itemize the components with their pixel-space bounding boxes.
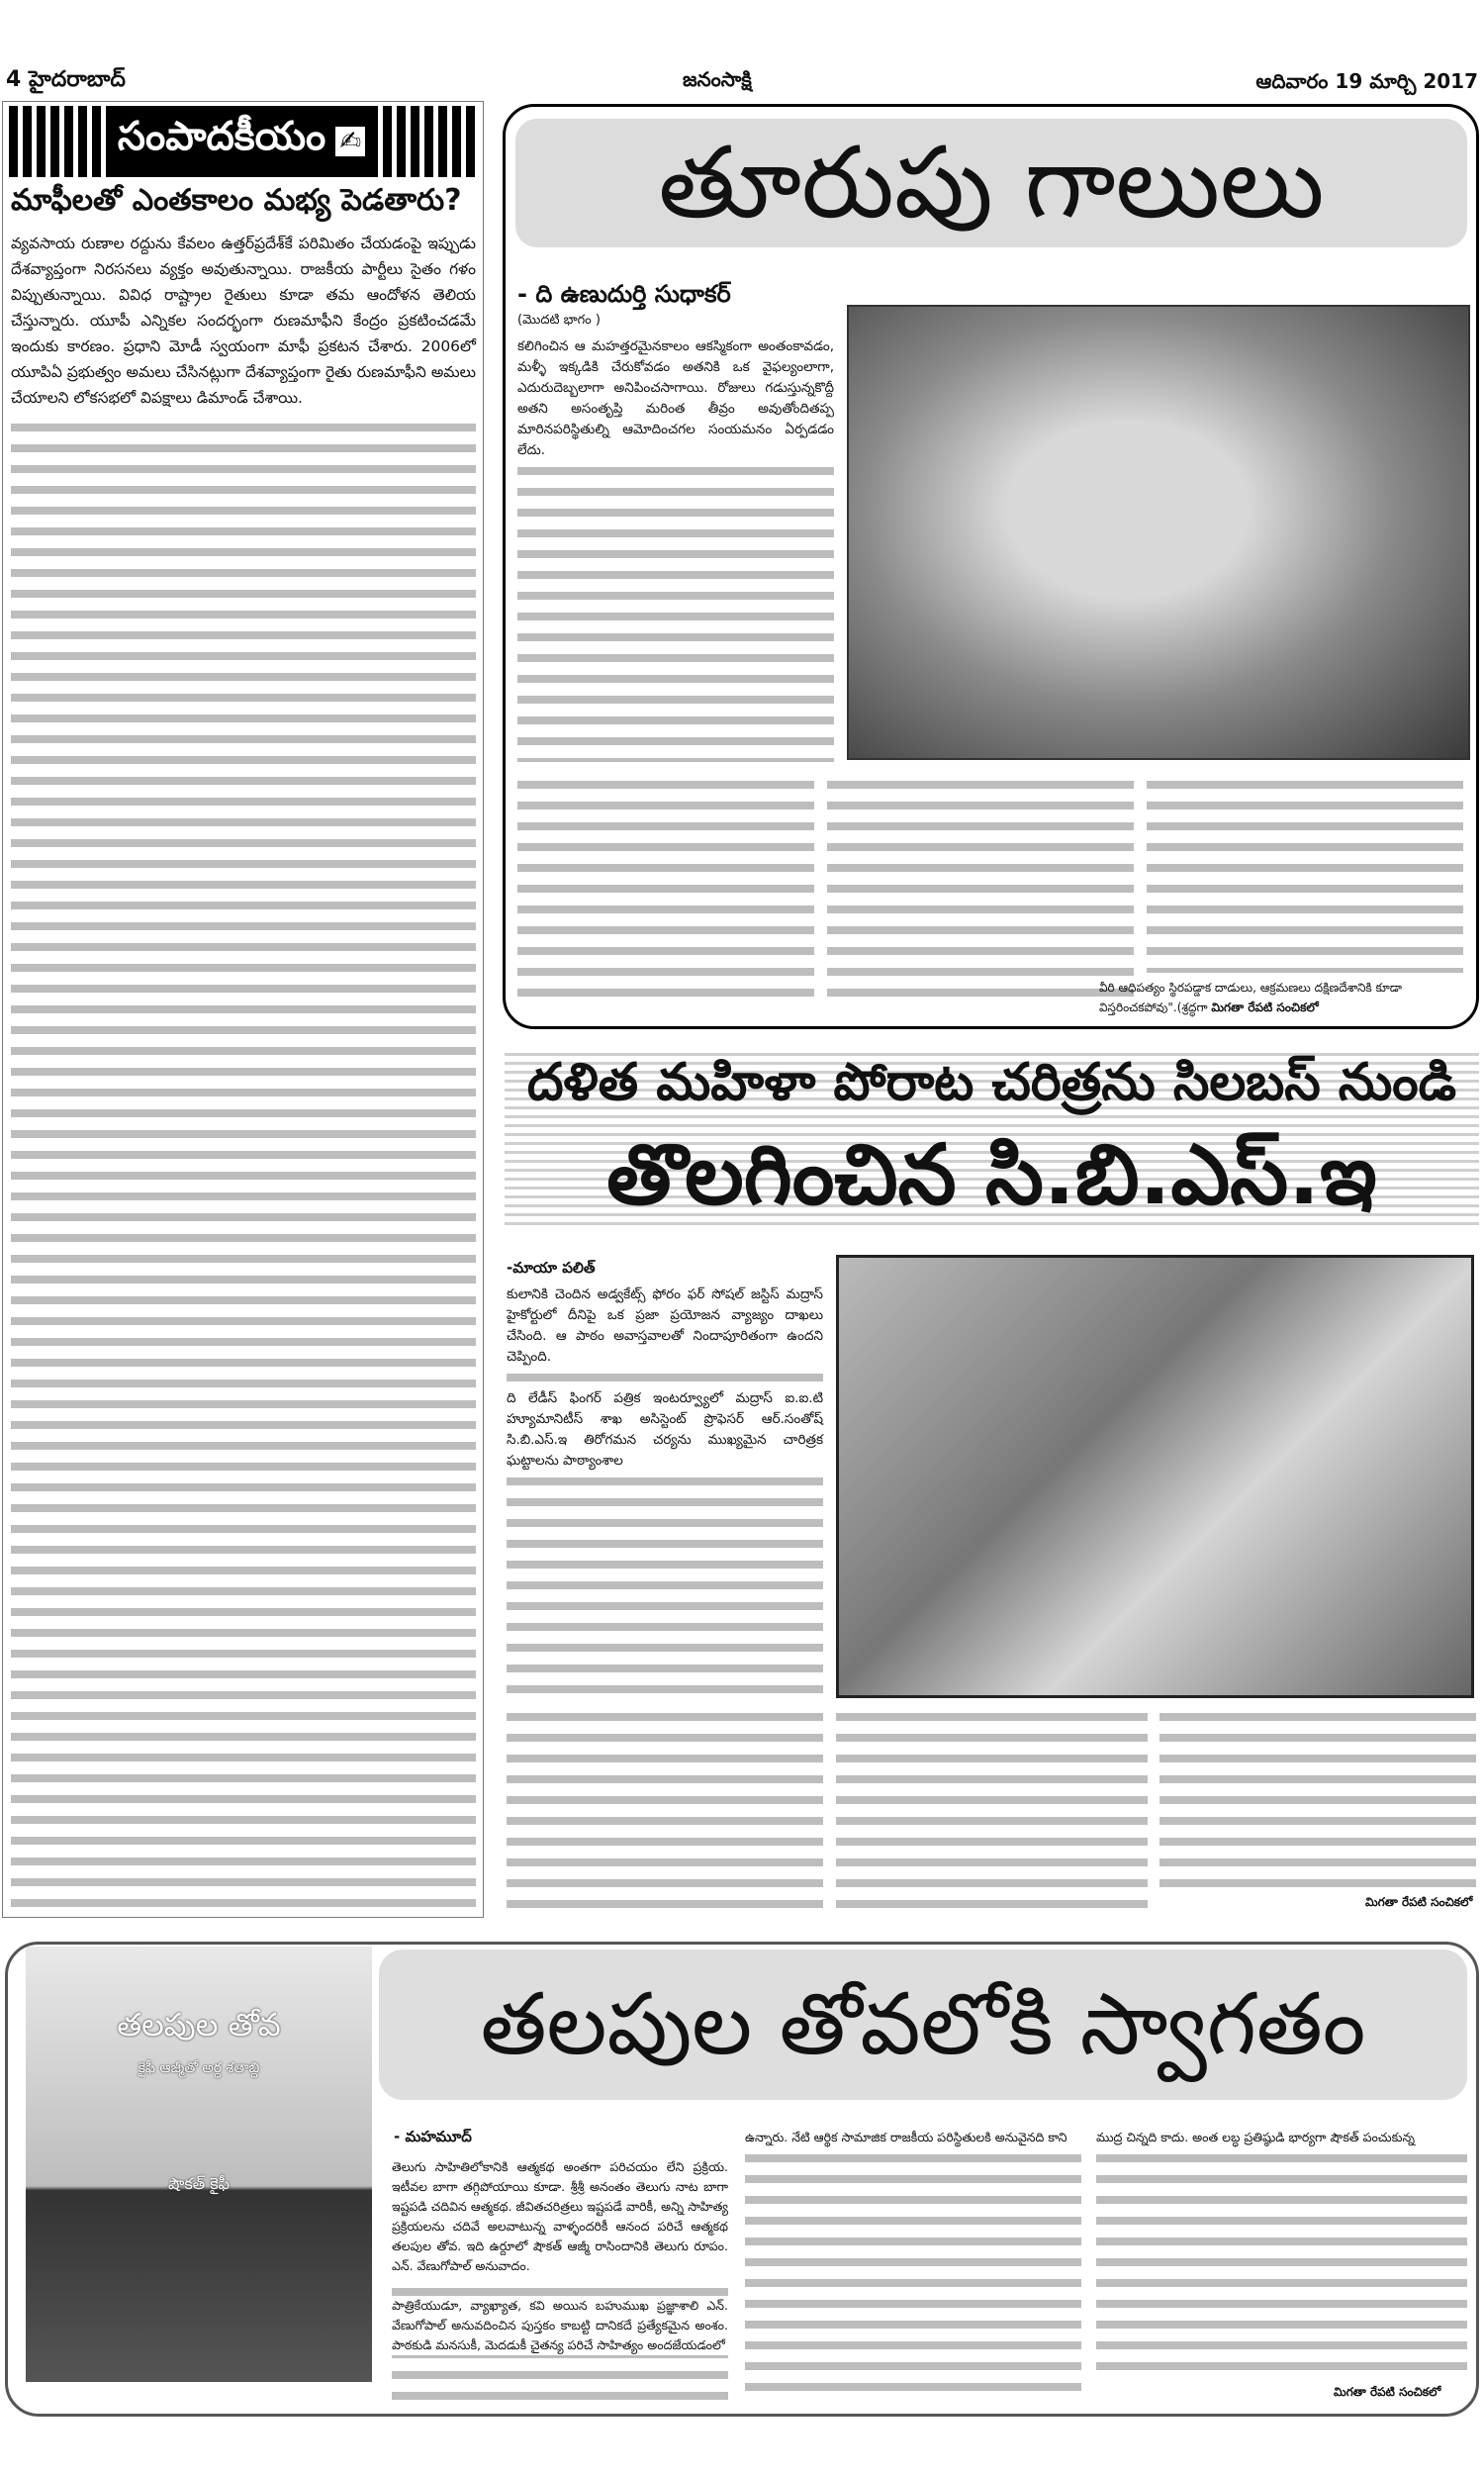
continued-note: మిగతా రేపటి సంచికలో bbox=[1211, 1000, 1319, 1014]
editorial-headline: మాఫీలతో ఎంతకాలం మభ్య పెడతారు? bbox=[11, 183, 462, 218]
feature-paragraph: కలిగించిన ఆ మహత్తరమైనకాలం ఆకస్మికంగా అంతంకావడం, మళ్ళీ ఇక్కడికి చేరుకోవడం అతనికి ఒక వైఫల్యంలాగా, ఎదురుదెబ్బలాగా అనిపించసాగాయి. రోజులు గడుస్తున్నకొద్దీ అతని అసంతృప్తి మరింత తీవ్రం అవుతోందితప్ప మారినపరిస్థితుల్ని ఆమోదించగల సంయమనం ఏర్పడడం లేదు. bbox=[517, 336, 834, 461]
reclining-buddha-photo bbox=[847, 305, 1470, 760]
editorial-label bbox=[108, 106, 375, 177]
feature-ending bbox=[1099, 978, 1465, 1017]
feature-title: తూరుపు గాలులు bbox=[515, 119, 1467, 247]
editorial-body bbox=[11, 231, 476, 1908]
book-cover-image bbox=[26, 1947, 372, 2382]
editorial-column bbox=[2, 101, 484, 1918]
feature-column-2 bbox=[517, 775, 814, 1002]
feature-ending-text: వీరి ఆధిపత్యం స్థిరపడ్డాక దాడులు, ఆక్రమణలు దక్షిణదేశానికి కూడా విస్తరించకపోవు".(శ్రద్ధగా bbox=[1099, 981, 1403, 1014]
cover-author: షౌకత్‌ కైఫీ bbox=[167, 2174, 230, 2193]
book-column-2 bbox=[745, 2128, 1081, 2400]
editorial-label-text: సంపాదకీయం bbox=[117, 114, 326, 159]
cbse-paragraph: ది లేడీస్‌ ఫింగర్‌ పత్రిక ఇంటర్వ్యూలో మద్రాస్‌ ఐ.ఐ.టి హ్యూమానిటీస్‌ శాఖ అసిస్టెంట్‌ ప్రొఫెసర్‌ ఆర్‌.సంతోష్‌ సి.బి.ఎస్‌.ఇ తిరోగమన చర్యను ముఖ్యమైన చారిత్రక ఘట్టాలను పాఠ్యాంశాల bbox=[507, 1388, 823, 1472]
cbse-headline-block bbox=[505, 1047, 1479, 1227]
cover-subtitle: కైఫీ ఆజ్మీతో అర్ధ శతాబ్ది bbox=[138, 2060, 260, 2076]
book-column-3 bbox=[1096, 2128, 1467, 2375]
pen-icon: ✍ bbox=[335, 127, 365, 156]
cbse-headline-line-1: దళిత మహిళా పోరాట చరిత్రను సిలబస్‌ నుండి bbox=[526, 1053, 1457, 1112]
continued-note: మిగతా రేపటి సంచికలో bbox=[1334, 2385, 1441, 2399]
editorial-paragraph: వ్యవసాయ రుణాల రద్దును కేవలం ఉత్తర్‌ప్రదేశ్‌కే పరిమితం చేయడంపై ఇప్పుడు దేశవ్యాప్తంగా నిరసనలు వ్యక్తం అవుతున్నాయి. రాజకీయ పార్టీలు సైతం గళం విప్పుతున్నాయి. వివిధ రాష్ట్రాల రైతులు కూడా తమ ఆందోళన తెలియ చేస్తున్నారు. యూపీ ఎన్నికల సందర్భంగా రుణమాఫీని కేంద్రం ప్రకటించడమే ఇందుకు కారణం. ప్రధాని మోడీ స్వయంగా మాఫీ ప్రకటన చేశారు. 2006లో యూపిఏ ప్రభుత్వం అమలు చేసినట్లుగా దేశవ్యాప్తంగా రైతు రుణమాఫీని అమలు చేయాలని లోకసభలో విపక్షాలు డిమాండ్‌ చేశాయి. bbox=[11, 231, 476, 411]
feature-column-1 bbox=[517, 336, 834, 762]
cbse-paragraph: కులానికి చెందిన అడ్వకేట్స్‌ ఫోరం ఫర్‌ సోషల్‌ జస్టిస్‌ మద్రాస్‌ హైకోర్టులో దీనిపై ఒక ప్రజా ప్రయోజన వ్యాజ్యం దాఖలు చేసింది. ఆ పాఠం అవాస్తవాలతో నిందాపూరితంగా ఉందని చెప్పింది. bbox=[507, 1285, 823, 1368]
cbse-byline: -మాయా పలిత్ bbox=[507, 1259, 596, 1277]
feature-byline: - ది ఉణుదుర్తి సుధాకర్ bbox=[517, 280, 731, 308]
cbse-column-2 bbox=[507, 1707, 823, 1915]
feature-column-3 bbox=[827, 775, 1134, 1002]
feature-part-label: (మొదటి భాగం ) bbox=[517, 313, 601, 328]
book-paragraph: తెలుగు సాహితిలోకానికి ఆత్మకథ అంతగా పరిచయం లేని ప్రక్రియ. ఇటీవల బాగా తగ్గిపోయాయి కూడా. శ్రీశ్రీ అనంతం తెలుగు నాట బాగా ఇష్టపడి చదివిన ఆత్మకథ. జీవితచరిత్రలు ఇష్టపడే వారికీ, అన్ని సాహిత్య ప్రక్రియలను చదివే అలవాటున్న వాళ్ళందరికీ ఆనంద పరిచే ఆత్మకథ తలపుల తోవ. ఇది ఉర్దూలో షౌకత్‌ ఆజ్మీ రాసిందానికి తెలుగు రూపం. ఎన్‌. వేణుగోపాల్‌ అనువాదం. bbox=[392, 2157, 728, 2276]
book-byline: - మహమూద్ bbox=[394, 2128, 472, 2145]
continued-note: మిగతా రేపటి సంచికలో bbox=[1365, 1895, 1473, 1909]
dalit-women-painting bbox=[836, 1255, 1474, 1698]
book-column-1 bbox=[392, 2157, 728, 2400]
feature-article-box bbox=[503, 104, 1479, 1029]
book-paragraph: పాత్రికేయుడూ, వ్యాఖ్యాత, కవి అయిన బహుముఖ ప్రజ్ఞాశాలి ఎన్‌. వేణుగోపాల్‌ అనువదించిన పుస్తకం కాబట్టి దానికదే ప్రత్యేకమైన అంశం. పాఠకుడి మనసుకీ, మెదడుకీ చైతన్య పరిచే సాహిత్యం అందజేయడంలో bbox=[392, 2296, 728, 2355]
cover-title: తలపుల తోవ bbox=[117, 2006, 281, 2044]
feature-column-4 bbox=[1147, 775, 1463, 973]
newspaper-logo: జనంసాక్షి bbox=[683, 67, 752, 91]
book-review-box bbox=[5, 1942, 1479, 2417]
editorial-banner bbox=[9, 106, 478, 177]
cbse-headline-line-2: తొలగించిన సి.బి.ఎస్‌.ఇ bbox=[606, 1126, 1377, 1223]
cbse-column-3 bbox=[836, 1707, 1148, 1915]
cbse-column-1 bbox=[507, 1285, 823, 1700]
page-number-location: 4 హైదరాబాద్ bbox=[6, 67, 126, 92]
issue-date: ఆదివారం 19 మార్చి 2017 bbox=[1255, 69, 1478, 93]
book-paragraph: ఉన్నారు. నేటి ఆర్థిక సామాజిక రాజకీయ పరిస్థితులకి అనువైనది కాని bbox=[745, 2128, 1081, 2147]
cbse-column-4 bbox=[1159, 1707, 1476, 1890]
book-paragraph: ముద్ర చిన్నది కాదు. అంత లబ్ధ ప్రతిష్ఠుడి భార్యగా షౌకత్‌ పంచుకున్న bbox=[1096, 2128, 1467, 2147]
book-review-title: తలపుల తోవలోకి స్వాగతం bbox=[379, 1950, 1467, 2100]
